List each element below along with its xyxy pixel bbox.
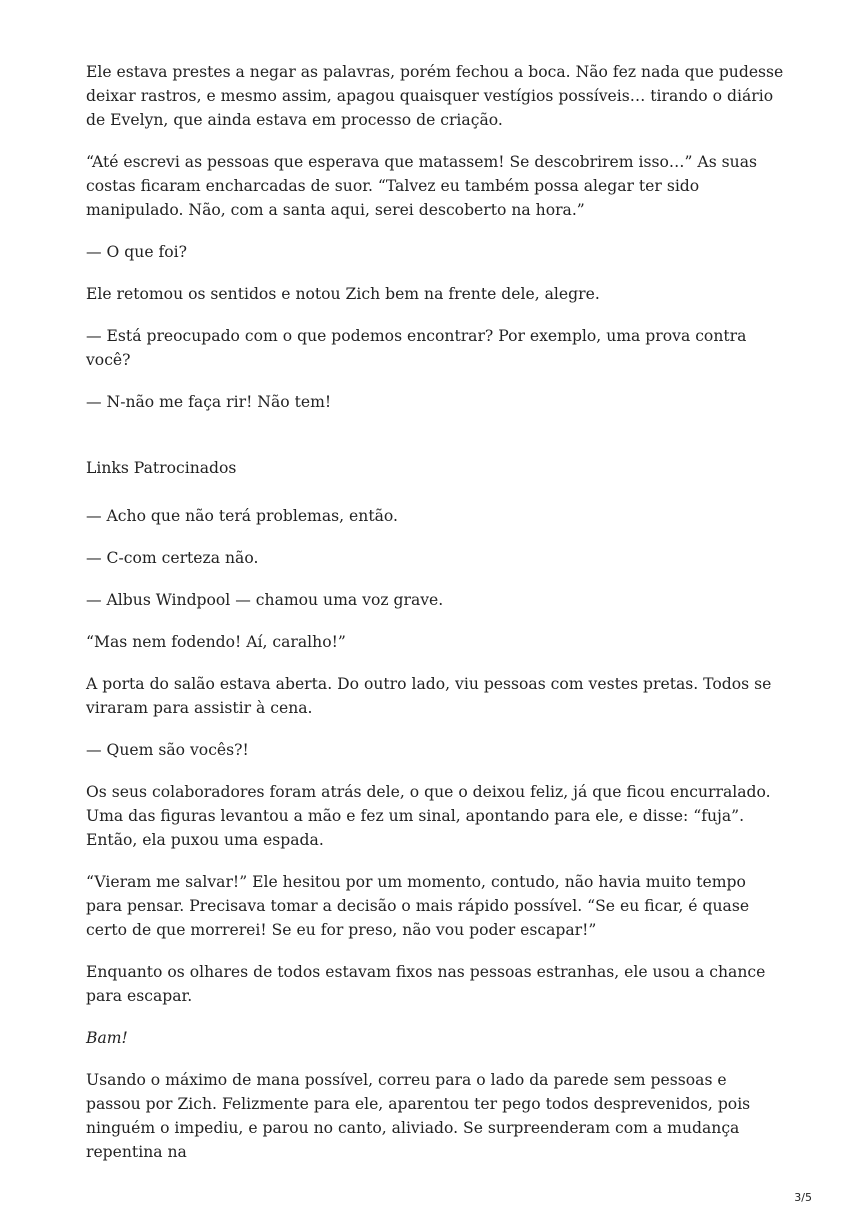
dialogue-line: — Está preocupado com o que podemos encontrar? Por exemplo, uma prova contra você? <box>86 327 747 369</box>
paragraph: Ele retomou os sentidos e notou Zich bem na frente dele, alegre. <box>86 285 600 303</box>
dialogue-line: — N-não me faça rir! Não tem! <box>86 393 332 411</box>
document-body <box>86 60 786 1182</box>
dialogue-line: — C-com certeza não. <box>86 549 259 567</box>
dialogue-line: — Quem são vocês?! <box>86 741 249 759</box>
dialogue-line: — O que foi? <box>86 243 188 261</box>
dialogue-line: — Acho que não terá problemas, então. <box>86 507 398 525</box>
sound-effect: Bam! <box>86 1029 128 1047</box>
paragraph: “Até escrevi as pessoas que esperava que matassem! Se descobrirem isso…” As suas costas ficaram encharcadas de suor. “Talvez eu também possa alegar ter sido manipulado. Não, com a santa aqui, serei descoberto na hora.” <box>86 153 758 219</box>
page-number: 3/5 <box>794 1191 812 1204</box>
paragraph: Usando o máximo de mana possível, correu para o lado da parede sem pessoas e passou por Zich. Felizmente para ele, aparentou ter pego todos desprevenidos, pois ninguém o impediu, e parou no canto, aliviado. Se surpreenderam com a mudança repentina na <box>86 1071 751 1161</box>
dialogue-line: — Albus Windpool — chamou uma voz grave. <box>86 591 444 609</box>
paragraph: A porta do salão estava aberta. Do outro lado, viu pessoas com vestes pretas. Todos se viraram para assistir à cena. <box>86 675 772 717</box>
paragraph: Enquanto os olhares de todos estavam fixos nas pessoas estranhas, ele usou a chance para escapar. <box>86 963 766 1005</box>
paragraph: “Mas nem fodendo! Aí, caralho!” <box>86 633 346 651</box>
paragraph: Os seus colaboradores foram atrás dele, o que o deixou feliz, já que ficou encurralado. Uma das figuras levantou a mão e fez um sinal, apontando para ele, e disse: “fuja”. Então, ela puxou uma espada. <box>86 783 771 849</box>
sponsored-links-label: Links Patrocinados <box>86 459 237 477</box>
paragraph: Ele estava prestes a negar as palavras, porém fechou a boca. Não fez nada que pudesse deixar rastros, e mesmo assim, apagou quaisquer vestígios possíveis… tirando o diário de Evelyn, que ainda estava em processo de criação. <box>86 63 784 129</box>
paragraph: “Vieram me salvar!” Ele hesitou por um momento, contudo, não havia muito tempo para pensar. Precisava tomar a decisão o mais rápido possível. “Se eu ficar, é quase certo de que morrerei! Se eu for preso, não vou poder escapar!” <box>86 873 750 939</box>
